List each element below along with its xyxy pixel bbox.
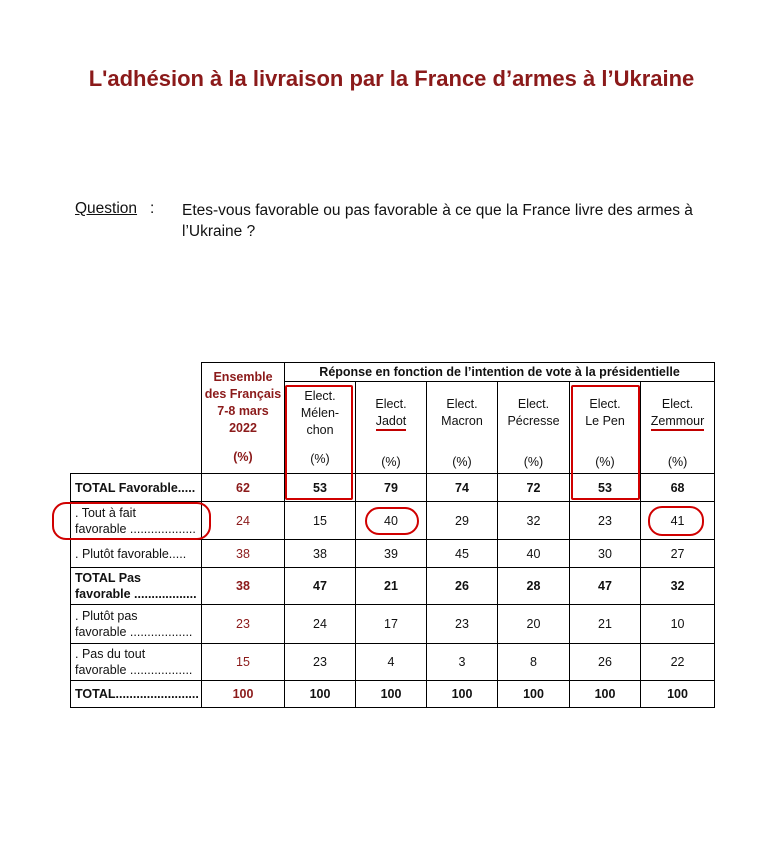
super-header: Réponse en fonction de l’intention de vote à la présidentielle (285, 363, 715, 382)
cell-value: 27 (641, 540, 715, 568)
cell-value: 100 (356, 681, 427, 708)
cell-value: 74 (427, 474, 498, 502)
cell-value: 40 (498, 540, 570, 568)
results-table (70, 362, 715, 708)
table-row (71, 605, 715, 644)
cell-value: 20 (498, 605, 570, 644)
table-row (71, 568, 715, 605)
cell-value: 47 (285, 568, 356, 605)
question-label: Question (75, 200, 138, 217)
cell-value: 29 (427, 502, 498, 540)
cell-value: 22 (641, 644, 715, 681)
cell-value: 100 (570, 681, 641, 708)
row-label: TOTAL Favorable..... (71, 474, 202, 502)
table-row (71, 540, 715, 568)
col-header-jadot: Elect. Jadot (%) (356, 382, 427, 474)
cell-value: 41 (641, 502, 715, 540)
cell-value: 23 (285, 644, 356, 681)
table-row (71, 644, 715, 681)
row-label: . Pas du tout favorable .................. (71, 644, 202, 681)
cell-value: 3 (427, 644, 498, 681)
cell-value: 24 (285, 605, 356, 644)
cell-value: 21 (570, 605, 641, 644)
cell-value: 28 (498, 568, 570, 605)
row-label: . Tout à fait favorable ................... (71, 502, 202, 540)
cell-value: 30 (570, 540, 641, 568)
cell-value: 100 (285, 681, 356, 708)
cell-value: 79 (356, 474, 427, 502)
question-colon: : (150, 200, 155, 217)
cell-value: 23 (427, 605, 498, 644)
col-header-melenchon: Elect. Mélen- chon (%) (285, 382, 356, 474)
cell-value: 100 (427, 681, 498, 708)
col-header-pecresse: Elect. Pécresse (%) (498, 382, 570, 474)
cell-value: 15 (285, 502, 356, 540)
ensemble-unit: (%) (233, 450, 253, 464)
cell-value: 53 (285, 474, 356, 502)
row-label: TOTAL........................ (71, 681, 202, 708)
page-title: L'adhésion à la livraison par la France d’armes à l’Ukraine (88, 66, 695, 91)
cell-value: 17 (356, 605, 427, 644)
cell-value: 10 (641, 605, 715, 644)
corner-cell (71, 363, 202, 382)
col-header-lepen: Elect. Le Pen (%) (570, 382, 641, 474)
ensemble-header: Ensemble des Français 7-8 mars 2022 (%) (202, 363, 285, 474)
cell-value: 40 (356, 502, 427, 540)
cell-value: 21 (356, 568, 427, 605)
ensemble-value: 38 (202, 540, 285, 568)
cell-value: 68 (641, 474, 715, 502)
cell-value: 38 (285, 540, 356, 568)
col-header-zemmour: Elect. Zemmour (%) (641, 382, 715, 474)
table-row (71, 681, 715, 708)
cell-value: 26 (570, 644, 641, 681)
cell-value: 32 (498, 502, 570, 540)
cell-value: 32 (641, 568, 715, 605)
cell-value: 8 (498, 644, 570, 681)
ensemble-value: 38 (202, 568, 285, 605)
ensemble-value: 15 (202, 644, 285, 681)
row-label: TOTAL Pas favorable .................. (71, 568, 202, 605)
cell-value: 47 (570, 568, 641, 605)
row-label: . Plutôt pas favorable .................. (71, 605, 202, 644)
ensemble-value: 23 (202, 605, 285, 644)
table-row (71, 474, 715, 502)
col-header-macron: Elect. Macron (%) (427, 382, 498, 474)
cell-value: 100 (498, 681, 570, 708)
cell-value: 4 (356, 644, 427, 681)
table-row (71, 502, 715, 540)
cell-value: 72 (498, 474, 570, 502)
ensemble-value: 100 (202, 681, 285, 708)
cell-value: 53 (570, 474, 641, 502)
cell-value: 26 (427, 568, 498, 605)
cell-value: 45 (427, 540, 498, 568)
ensemble-value: 24 (202, 502, 285, 540)
row-label: . Plutôt favorable..... (71, 540, 202, 568)
cell-value: 23 (570, 502, 641, 540)
cell-value: 100 (641, 681, 715, 708)
ensemble-value: 62 (202, 474, 285, 502)
cell-value: 39 (356, 540, 427, 568)
question-text: Etes-vous favorable ou pas favorable à ce que la France livre des armes à l’Ukraine ? (182, 202, 693, 240)
